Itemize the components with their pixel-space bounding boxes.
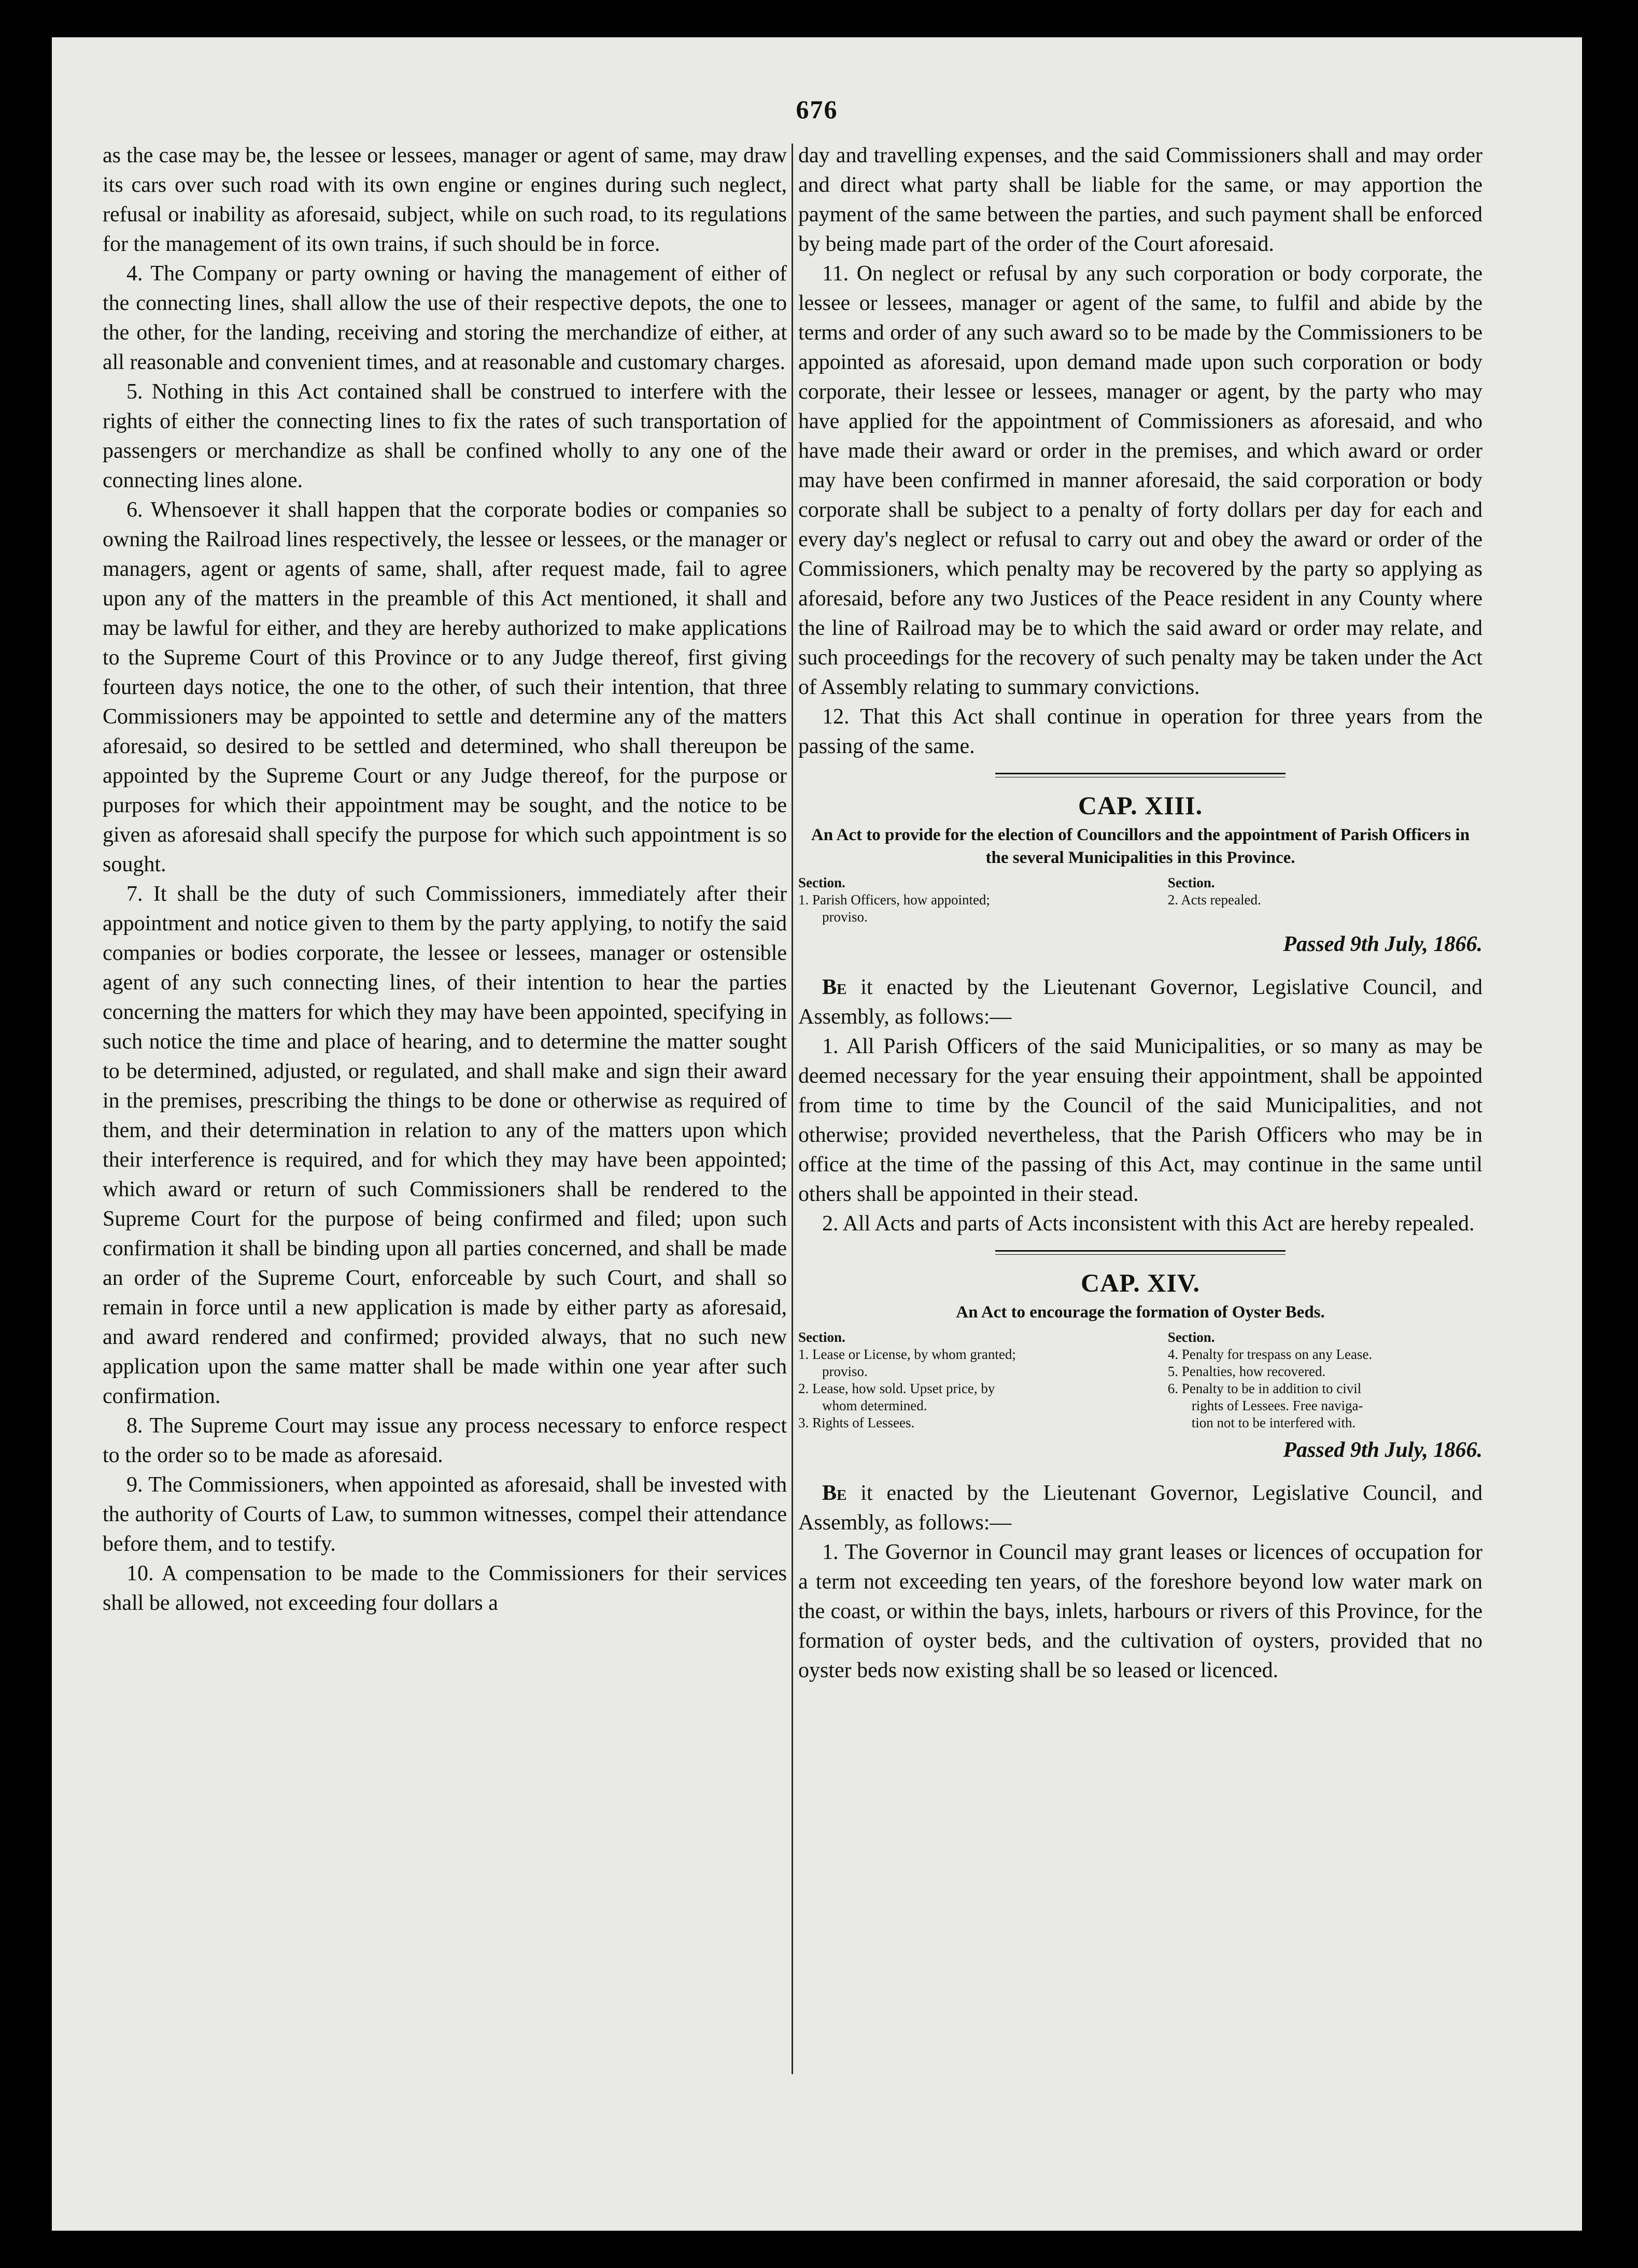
cap13-section-2: 2. All Acts and parts of Acts inconsistent with this Act are hereby repealed. [822, 1212, 1475, 1236]
section-index-entry: 3. Rights of Lessees. [798, 1415, 915, 1430]
enact-rest: it enacted by the Lieutenant Governor, Legislative Council, and Assembly, as follows:— [798, 975, 1482, 1029]
section-index-entry: whom determined. [822, 1398, 927, 1413]
section-divider-rule [995, 1250, 1286, 1255]
section-index-entry: proviso. [822, 1364, 868, 1379]
cap13-passed-date: Passed 9th July, 1866. [1283, 932, 1482, 956]
paragraph-section-5: 5. Nothing in this Act contained shall be construed to interfere with the rights of either the connecting lines to fix the rates of such transportation of passengers or merchandize as shall be confined wholly to any one of the connecting lines alone. [103, 380, 787, 492]
enact-rest: it enacted by the Lieutenant Governor, Legislative Council, and Assembly, as follows:— [798, 1481, 1482, 1535]
section-label: Section. [798, 875, 845, 890]
enact-word: Be [822, 1481, 847, 1505]
left-column [103, 141, 787, 1618]
section-index-entry: 1. Lease or License, by whom granted; [798, 1346, 1016, 1362]
document-page [52, 37, 1582, 2231]
paragraph-section-8: 8. The Supreme Court may issue any process necessary to enforce respect to the order so to be made as aforesaid. [103, 1414, 787, 1467]
section-index-entry: 1. Parish Officers, how appointed; [798, 892, 990, 908]
cap14-passed-date: Passed 9th July, 1866. [1283, 1438, 1482, 1462]
cap14-section-index [798, 1329, 1482, 1431]
cap14-section-1: 1. The Governor in Council may grant leases or licences of occupation for a term not exceeding ten years, of the foreshore beyond low water mark on the coast, or within the bays, inlets, harbours or rivers of this Province, for the formation of oyster beds, and the cultivation of oysters, provided that no oyster beds now existing shall be so leased or licenced. [798, 1540, 1482, 1682]
cap13-heading: CAP. XIII. [1078, 791, 1203, 820]
column-divider [792, 144, 793, 2074]
section-index-entry: 2. Lease, how sold. Upset price, by [798, 1381, 995, 1396]
section-divider-rule [995, 773, 1286, 777]
cap13-enacting-clause [798, 973, 1482, 1032]
cap14-heading: CAP. XIV. [1081, 1268, 1200, 1297]
right-column [798, 141, 1482, 1685]
paragraph-section-12: 12. That this Act shall continue in operation for three years from the passing of the same. [798, 705, 1482, 758]
cap14-enacting-clause [798, 1479, 1482, 1538]
section-index-entry: 4. Penalty for trespass on any Lease. [1167, 1346, 1373, 1362]
paragraph-section-11: 11. On neglect or refusal by any such corporation or body corporate, the lessee or lessees, manager or agent of the same, to fulfil and abide by the terms and order of any such award so to be made by the Commissioners to be appointed as aforesaid, upon demand made upon such corporation or body corporate, their lessee or lessees, manager or agent, by the party who may have applied for the appointment of Commissioners as aforesaid, and who have made their award or order in the premises, and which award or order may have been confirmed in manner aforesaid, the said corporation or body corporate shall be subject to a penalty of forty dollars per day for each and every day's neglect or refusal to carry out and obey the award or order of the Commissioners, which penalty may be recovered by the party so applying as aforesaid, before any two Justices of the Peace resident in any County where the line of Railroad may be to which the said award or order may relate, and such proceedings for the recovery of such penalty may be taken under the Act of Assembly relating to summary convictions. [798, 262, 1482, 699]
paragraph-continuation: as the case may be, the lessee or lessees, manager or agent of same, may draw its cars over such road with its own engine or engines during such neglect, refusal or inability as aforesaid, subject, while on such road, to its regulations for the management of its own trains, if such should be in force. [103, 144, 787, 256]
section-index-entry: rights of Lessees. Free naviga- [1191, 1398, 1363, 1413]
section-label: Section. [1167, 1329, 1215, 1345]
paragraph-section-7: 7. It shall be the duty of such Commissioners, immediately after their appointment and notice given to them by the party applying, to notify the said companies or bodies corporate, the lessee or lessees, manager or ostensible agent of any such connecting lines, of their intention to hear the parties concerning the matters for which they may have been appointed, specifying in such notice the time and place of hearing, and to determine the matter sought to be determined, adjusted, or regulated, and shall make and sign their award in the premises, prescribing the things to be done or otherwise as required of them, and their determination in relation to any of the matters upon which their interference is required, and for which they may have been appointed; which award or return of such Commissioners shall be rendered to the Supreme Court for the purpose of being confirmed and filed; upon such confirmation it shall be binding upon all parties concerned, and shall be made an order of the Supreme Court, enforceable by such Court, and shall so remain in force until a new application is made by either party as aforesaid, and award rendered and confirmed; provided always, that no such new application upon the same matter shall be made within one year after such confirmation. [103, 882, 787, 1408]
paragraph-section-6: 6. Whensoever it shall happen that the corporate bodies or companies so owning the Railroad lines respectively, the lessee or lessees, or the manager or managers, agent or agents of same, shall, after request made, fail to agree upon any of the matters in the preamble of this Act mentioned, it shall and may be lawful for either, and they are hereby authorized to make applications to the Supreme Court of this Province or to any Judge thereof, first giving fourteen days notice, the one to the other, of such their intention, that three Commissioners may be appointed to settle and determine any of the matters aforesaid, so desired to be settled and determined, who shall thereupon be appointed by the Supreme Court or any Judge thereof, for the purpose or purposes for which their appointment may be sought, and the notice to be given as aforesaid shall specify the purpose for which such appointment is so sought. [103, 498, 787, 876]
paragraph-continuation-right: day and travelling expenses, and the said Commissioners shall and may order and direct what party shall be liable for the same, or may apportion the payment of the same between the parties, and such payment shall be enforced by being made part of the order of the Court aforesaid. [798, 144, 1482, 256]
cap14-title: An Act to encourage the formation of Oyster Beds. [956, 1303, 1325, 1322]
page-number: 676 [796, 95, 838, 124]
section-index-entry: 5. Penalties, how recovered. [1167, 1364, 1326, 1379]
section-index-entry: tion not to be interfered with. [1191, 1415, 1356, 1430]
paragraph-section-9: 9. The Commissioners, when appointed as aforesaid, shall be invested with the authority of Courts of Law, to summon witnesses, compel their attendance before them, and to testify. [103, 1473, 787, 1556]
paragraph-section-4: 4. The Company or party owning or having the management of either of the connecting lines, shall allow the use of their respective depots, the one to the other, for the landing, receiving and storing the merchandize of either, at all reasonable and convenient times, and at reasonable and customary charges. [103, 262, 787, 374]
section-label: Section. [1167, 875, 1215, 890]
cap13-section-1: 1. All Parish Officers of the said Municipalities, or so many as may be deemed necessary for the year ensuing their appointment, shall be appointed from time to time by the Council of the said Municipalities, and not otherwise; provided nevertheless, that the Parish Officers who may be in office at the time of the passing of this Act, may continue in the same until others shall be appointed in their stead. [798, 1034, 1482, 1206]
section-label: Section. [798, 1329, 845, 1345]
paragraph-section-10: 10. A compensation to be made to the Commissioners for their services shall be allowed, not exceeding four dollars a [103, 1562, 787, 1615]
section-index-entry: proviso. [822, 909, 868, 925]
cap13-section-index [798, 874, 1482, 926]
cap13-title: An Act to provide for the election of Councillors and the appointment of Parish Officers in the several Municipalities in this Province. [811, 826, 1470, 867]
section-index-entry: 2. Acts repealed. [1167, 892, 1261, 908]
section-index-entry: 6. Penalty to be in addition to civil [1167, 1381, 1362, 1396]
enact-word: Be [822, 975, 847, 999]
